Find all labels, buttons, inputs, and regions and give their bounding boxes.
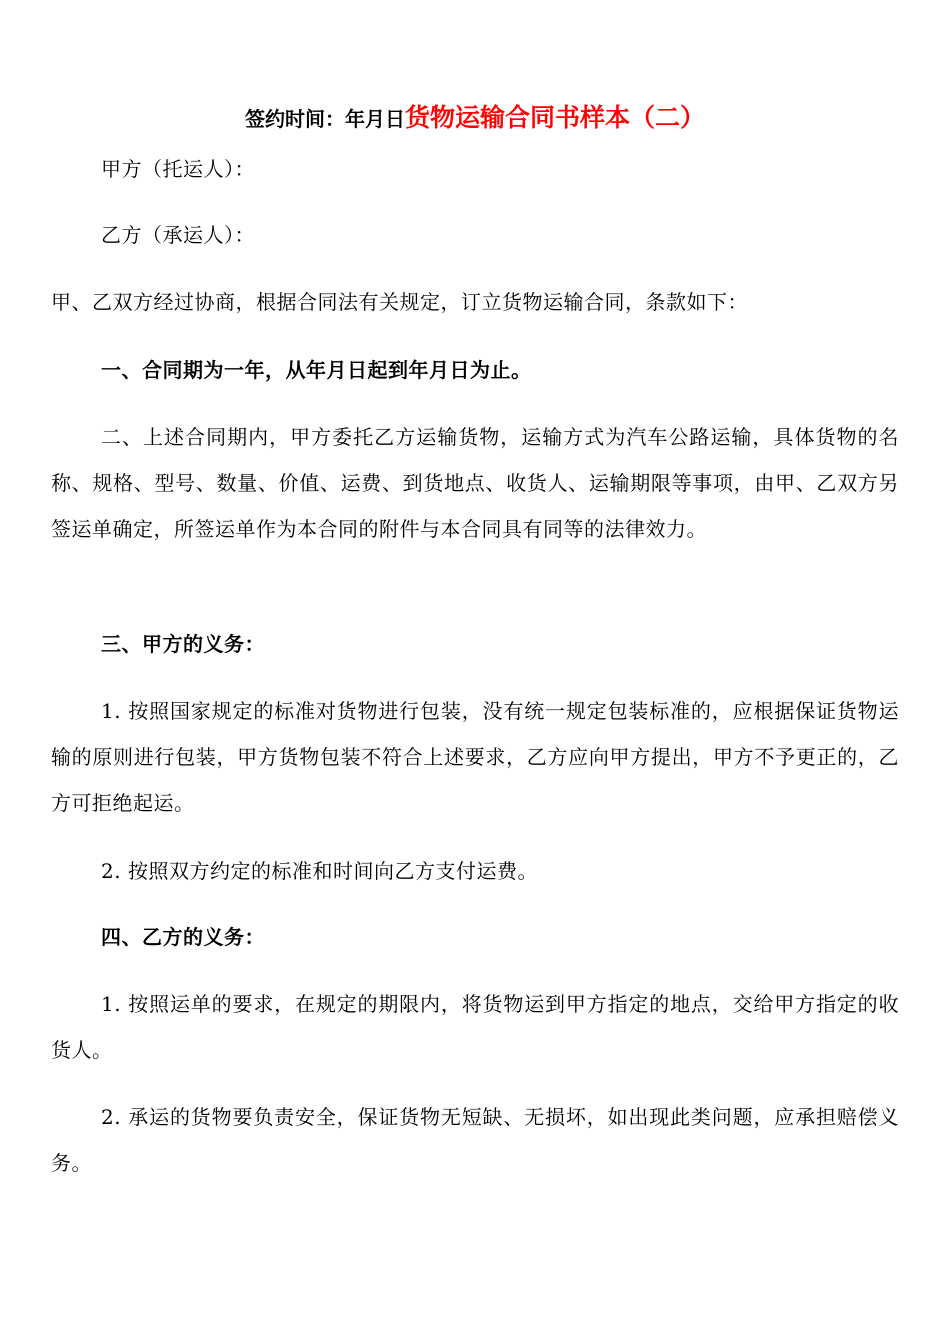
party-a-line: 甲方（托运人）：	[101, 157, 255, 181]
sign-time: 签约时间：年月日	[244, 107, 405, 131]
title-line	[0, 98, 950, 134]
party-b-line: 乙方（承运人）：	[101, 223, 255, 247]
intro-paragraph: 甲、乙双方经过协商，根据合同法有关规定，订立货物运输合同，条款如下：	[51, 290, 748, 314]
clause-3-item-1: 1. 按照国家规定的标准对货物进行包装，没有统一规定包装标准的，应根据保证货物运输的原则进行包装，甲方货物包装不符合上述要求，乙方应向甲方提出，甲方不予更正的，乙方可拒绝起运。	[51, 699, 899, 815]
clause-4-heading: 四、乙方的义务：	[101, 925, 265, 949]
clause-3-item-2: 2. 按照双方约定的标准和时间向乙方支付运费。	[101, 859, 538, 883]
clause-1: 一、合同期为一年，从年月日起到年月日为止。	[101, 358, 532, 382]
clause-4-item-1: 1. 按照运单的要求，在规定的期限内，将货物运到甲方指定的地点，交给甲方指定的收货人。	[51, 992, 899, 1062]
clause-2: 二、上述合同期内，甲方委托乙方运输货物，运输方式为汽车公路运输，具体货物的名称、规格、型号、数量、价值、运费、到货地点、收货人、运输期限等事项，由甲、乙双方另签运单确定，所签运单作为本合同的附件与本合同具有同等的法律效力。	[51, 425, 899, 541]
document-title: 货物运输合同书样本（二）	[404, 103, 705, 132]
clause-3-heading: 三、甲方的义务：	[101, 632, 265, 656]
clause-4-item-2: 2. 承运的货物要负责安全，保证货物无短缺、无损坏，如出现此类问题，应承担赔偿义务。	[51, 1105, 899, 1175]
